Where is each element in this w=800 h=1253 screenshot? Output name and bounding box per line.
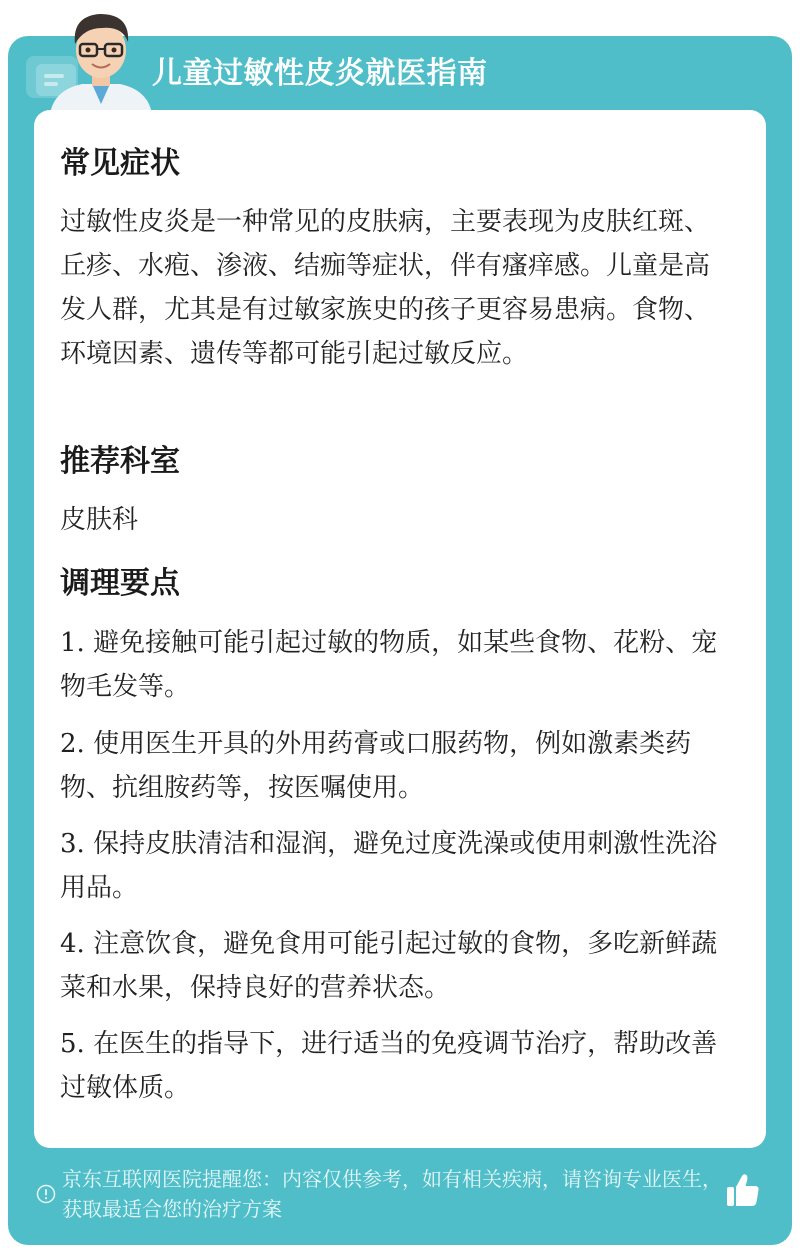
- thumbs-up-icon[interactable]: [726, 1172, 760, 1208]
- care-item: [60, 822, 732, 910]
- care-item-text: 避免接触可能引起过敏的物质，如某些食物、花粉、宠物毛发等。: [60, 628, 718, 702]
- care-item: [60, 1022, 732, 1110]
- section-title-department: 推荐科室: [60, 444, 180, 479]
- care-item-text: 保持皮肤清洁和湿润，避免过度洗澡或使用刺激性洗浴用品。: [60, 829, 718, 903]
- care-item-number: 1.: [60, 628, 85, 658]
- care-item: [60, 722, 732, 810]
- content-card: [34, 110, 766, 1148]
- info-circle-icon: [36, 1184, 56, 1204]
- disclaimer-text: 京东互联网医院提醒您：内容仅供参考，如有相关疾病，请咨询专业医生，获取最适合您的治疗方案: [62, 1167, 722, 1221]
- care-item-number: 4.: [60, 929, 85, 959]
- section-title-care: 调理要点: [60, 566, 180, 601]
- care-item-number: 5.: [60, 1029, 85, 1059]
- care-item: [60, 922, 732, 1010]
- care-item-text: 注意饮食，避免食用可能引起过敏的食物，多吃新鲜蔬菜和水果，保持良好的营养状态。: [60, 929, 718, 1003]
- care-item: [60, 621, 732, 709]
- department-text: 皮肤科: [60, 505, 139, 535]
- symptoms-text: 过敏性皮炎是一种常见的皮肤病，主要表现为皮肤红斑、丘疹、水疱、渗液、结痂等症状，伴有瘙痒感。儿童是高发人群，尤其是有过敏家族史的孩子更容易患病。食物、环境因素、遗传等都可能引起过敏反应。: [60, 207, 711, 369]
- doctor-avatar: [42, 6, 160, 114]
- care-item-number: 2.: [60, 729, 85, 759]
- care-item-number: 3.: [60, 829, 85, 859]
- page-title: 儿童过敏性皮炎就医指南: [152, 56, 488, 91]
- care-item-text: 在医生的指导下，进行适当的免疫调节治疗，帮助改善过敏体质。: [60, 1029, 718, 1103]
- care-item-text: 使用医生开具的外用药膏或口服药物，例如激素类药物、抗组胺药等，按医嘱使用。: [60, 729, 692, 803]
- section-title-symptoms: 常见症状: [60, 146, 180, 181]
